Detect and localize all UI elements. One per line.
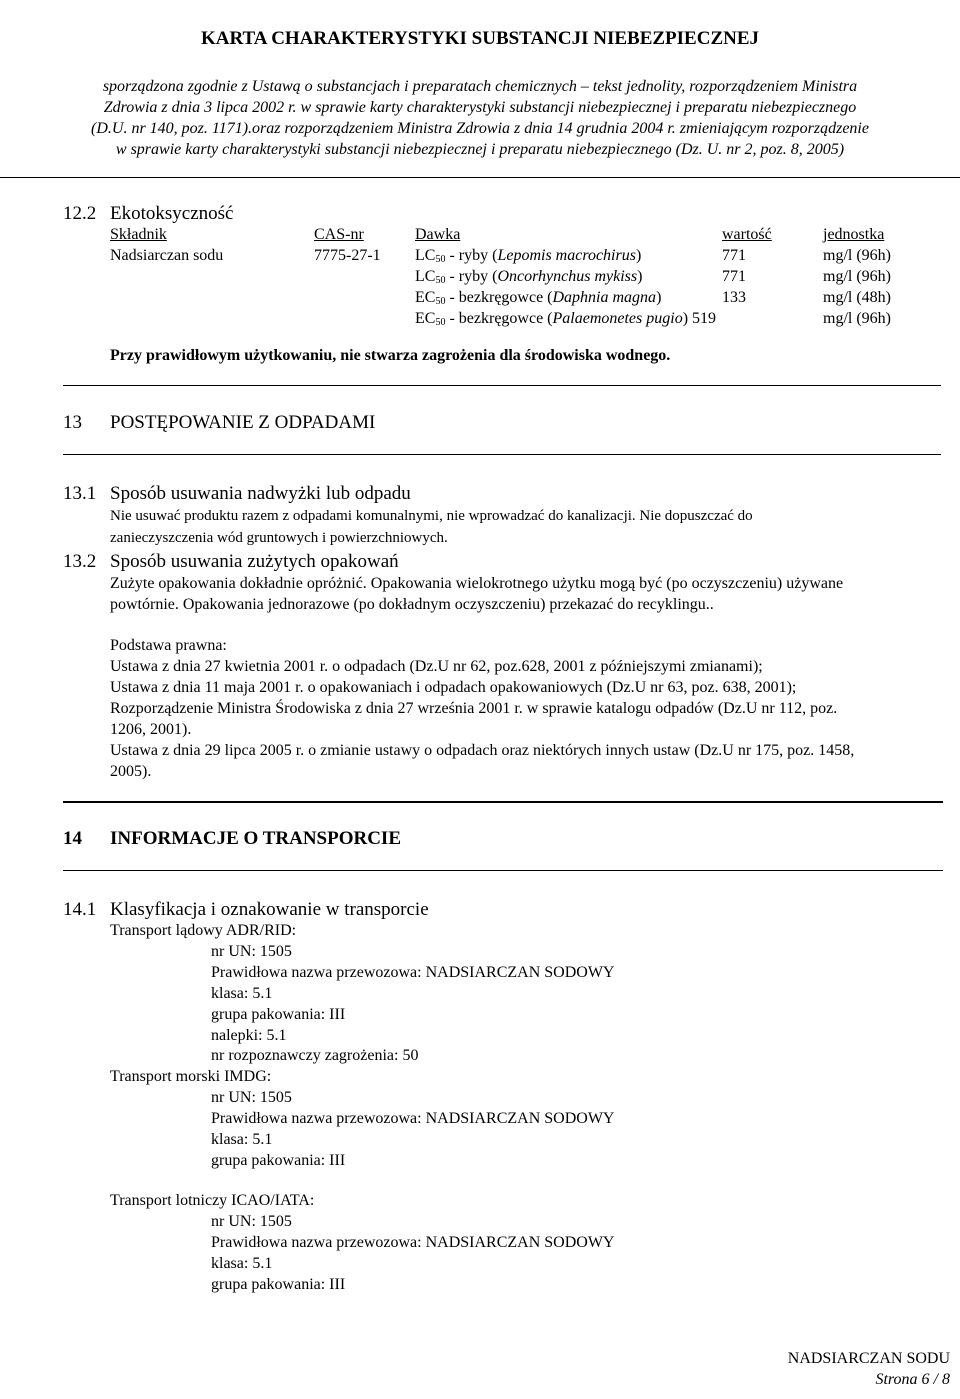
transport-air-item: Prawidłowa nazwa przewozowa: NADSIARCZAN SODOWY [211,1234,615,1251]
legal-basis-line: 2005). [110,763,152,780]
footer-product-name: NADSIARCZAN SODU [787,1350,950,1367]
transport-air-item: klasa: 5.1 [211,1255,273,1272]
header-line-1: sporządzona zgodnie z Ustawą o substancjach i preparatach chemicznych – tekst jednolity, rozporządzeniem Ministra [102,78,858,95]
legal-basis-line: Ustawa z dnia 11 maja 2001 r. o opakowaniach i odpadach opakowaniowych (Dz.U nr 63, poz. 638, 2001); [110,679,797,696]
transport-sea-item: nr UN: 1505 [211,1089,292,1106]
toxicity-row-dose: $LC_{50}$ - ryby (Oncorhynchus mykiss) [415,268,643,286]
transport-air-item: grupa pakowania: III [211,1276,346,1293]
toxicity-row-dose: $EC_{50}$ - bezkręgowce (Palaemonetes pugio) 519 [415,310,717,328]
toxicity-row-unit: mg/l (96h) [823,268,891,285]
toxicity-row-unit: mg/l (96h) [823,247,891,264]
footer-page-number: Strona 6 / 8 [875,1371,950,1388]
toxicity-row-value: 771 [722,268,746,285]
section-13-1-number: 13.1 [63,483,97,504]
legal-basis-line: 1206, 2001). [110,721,192,738]
col-wartosc-header: wartość [722,226,772,243]
transport-land-item: nr rozpoznawczy zagrożenia: 50 [211,1047,419,1064]
section-14-title: INFORMACJE O TRANSPORCIE [110,828,402,849]
transport-air-item: nr UN: 1505 [211,1213,292,1230]
legal-basis-label: Podstawa prawna: [110,637,227,654]
transport-air-label: Transport lotniczy ICAO/IATA: [110,1192,315,1209]
col-cas-header: CAS-nr [314,226,364,243]
toxicity-row-dose: $EC_{50}$ - bezkręgowce (Daphnia magna) [415,289,662,307]
legal-basis-line: Ustawa z dnia 27 kwietnia 2001 r. o odpadach (Dz.U nr 62, poz.628, 2001 z późniejszymi zmianami); [110,658,763,675]
section-13-1-title: Sposób usuwania nadwyżki lub odpadu [110,483,411,504]
section-divider [63,385,941,386]
transport-land-label: Transport lądowy ADR/RID: [110,922,297,939]
section-13-2-line-2: powtórnie. Opakowania jednorazowe (po dokładnym oczyszczeniu) przekazać do recyklingu.. [110,596,714,613]
substance-cas: 7775-27-1 [314,247,381,264]
section-divider [63,801,943,803]
transport-sea-item: grupa pakowania: III [211,1152,346,1169]
transport-land-item: nalepki: 5.1 [211,1027,287,1044]
toxicity-row-value: 771 [722,247,746,264]
section-13-2-title: Sposób usuwania zużytych opakowań [110,551,399,572]
legal-basis-line: Ustawa z dnia 29 lipca 2005 r. o zmianie ustawy o odpadach oraz niektórych innych ustaw (Dz.U nr 175, poz. 1458, [110,742,855,759]
transport-land-item: Prawidłowa nazwa przewozowa: NADSIARCZAN SODOWY [211,964,615,981]
toxicity-row-unit: mg/l (48h) [823,289,891,306]
transport-sea-item: klasa: 5.1 [211,1131,273,1148]
section-13-2-line-1: Zużyte opakowania dokładnie opróżnić. Opakowania wielokrotnego użytku mogą być (po oczyszczeniu) używane [110,575,844,592]
toxicity-row-value: 133 [722,289,746,306]
header-divider [0,177,960,178]
transport-sea-item: Prawidłowa nazwa przewozowa: NADSIARCZAN SODOWY [211,1110,615,1127]
document-title: KARTA CHARAKTERYSTYKI SUBSTANCJI NIEBEZPIECZNEJ [200,28,760,49]
section-14-1-title: Klasyfikacja i oznakowanie w transporcie [110,899,429,920]
transport-land-item: klasa: 5.1 [211,985,273,1002]
section-13-number: 13 [63,412,82,433]
header-line-3: (D.U. nr 140, poz. 1171).oraz rozporządzeniem Ministra Zdrowia z dnia 14 grudnia 2004 r. zmieniającym rozporządzenie [91,120,869,137]
transport-land-item: grupa pakowania: III [211,1006,346,1023]
section-divider [63,454,941,455]
transport-sea-label: Transport morski IMDG: [110,1068,272,1085]
section-13-1-line-1: Nie usuwać produktu razem z odpadami komunalnymi, nie wprowadzać do kanalizacji. Nie dopuszczać do [110,508,753,524]
section-13-1-line-2: zanieczyszczenia wód gruntowych i powierzchniowych. [110,530,448,546]
col-dawka-header: Dawka [415,226,461,243]
section-14-1-number: 14.1 [63,899,97,920]
toxicity-row-unit: mg/l (96h) [823,310,891,327]
section-13-2-number: 13.2 [63,551,97,572]
col-jednostka-header: jednostka [823,226,885,243]
section-12-2-title: Ekotoksyczność [110,203,234,224]
col-skladnik-header: Składnik [110,226,167,243]
section-12-2-number: 12.2 [63,203,97,224]
legal-basis-line: Rozporządzenie Ministra Środowiska z dnia 27 września 2001 r. w sprawie katalogu odpadów (Dz.U nr 112, poz. [110,700,838,717]
header-line-2: Zdrowia z dnia 3 lipca 2002 r. w sprawie karty charakterystyki substancji niebezpiecznej i preparatu niebezpiecznego [103,99,857,116]
substance-name: Nadsiarczan sodu [110,247,224,264]
section-14-number: 14 [63,828,82,849]
transport-land-item: nr UN: 1505 [211,943,292,960]
header-line-4: w sprawie karty charakterystyki substancji niebezpiecznej i preparatu niebezpiecznego (Dz. U. nr 2, poz. 8, 2005) [115,141,845,158]
toxicity-row-dose: $LC_{50}$ - ryby (Lepomis macrochirus) [415,247,642,265]
ecotox-note: Przy prawidłowym użytkowaniu, nie stwarza zagrożenia dla środowiska wodnego. [110,347,671,364]
section-13-title: POSTĘPOWANIE Z ODPADAMI [110,412,376,433]
section-divider [63,870,943,871]
